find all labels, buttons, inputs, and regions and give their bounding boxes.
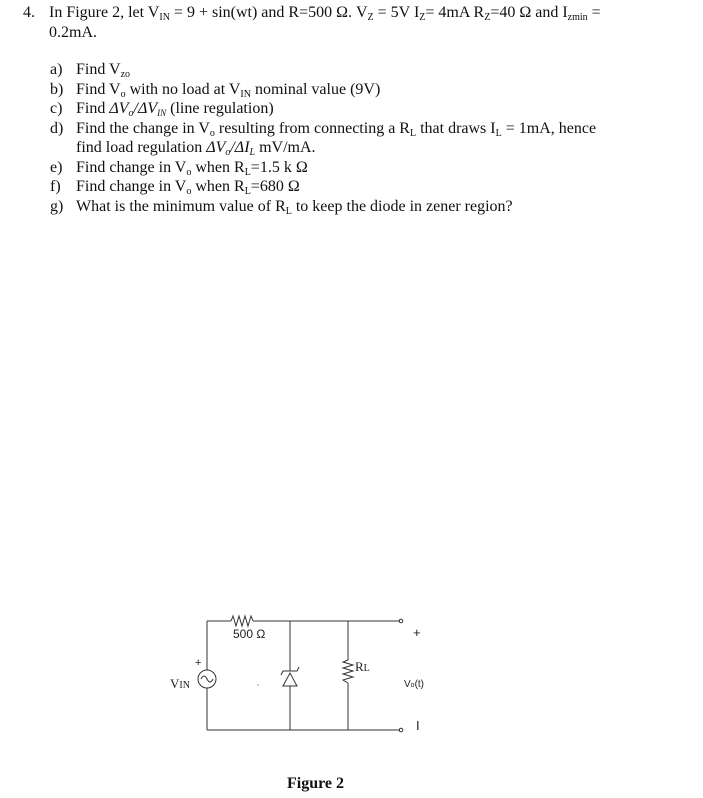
zener-diode-icon (283, 673, 297, 686)
load-resistor-icon (343, 660, 353, 683)
ac-source-wave (201, 676, 213, 682)
question-c: c) Find $\Delta V_o/\Delta V_{IN}$ (line regulation) (50, 100, 274, 119)
question-b: b) Find $V_o$ with no load at $V_{IN}$ nominal value (9V) (50, 80, 381, 100)
load-label: RL (355, 659, 370, 674)
question-e: e) Find change in $V_o$ when $R_L=1.5$ k Ω (50, 158, 308, 178)
output-plus-sign: + (413, 625, 421, 640)
dot (257, 684, 259, 686)
question-f: f) Find change in $V_o$ when $R_L=680$ Ω (50, 178, 300, 197)
question-d: d) Find the change in $V_o$ resulting from connecting a $R_L$ that draws $I_L = 1mA$, hence (50, 119, 597, 139)
source-plus-sign: + (195, 657, 202, 669)
output-minus-sign: I (416, 718, 420, 733)
question-d-continuation: find load regulation $\Delta V_o/\Delta I_L$ mV/mA. (76, 139, 316, 158)
question-g: g) What is the minimum value of $R_L$ to keep the diode in zener region? (50, 197, 513, 217)
source-label: VIN (170, 676, 190, 691)
figure-caption: Figure 2 (287, 775, 345, 792)
output-label: Vo(t) (404, 679, 425, 690)
problem-intro-line2: 0.2mA. (49, 24, 97, 41)
resistor-500 (231, 616, 253, 626)
problem-number: 4. (23, 4, 35, 21)
question-a: a) Find $V_{zo}$ (50, 61, 131, 80)
problem-intro: In Figure 2, let $V_{IN} = 9 + \sin(wt)$ and R=500 Ω. $V_Z = 5V$ $I_Z= 4mA$ $R_Z=40$ Ω and $I_{zmin}$ = (49, 4, 601, 23)
resistor-label: 500 Ω (233, 627, 266, 641)
